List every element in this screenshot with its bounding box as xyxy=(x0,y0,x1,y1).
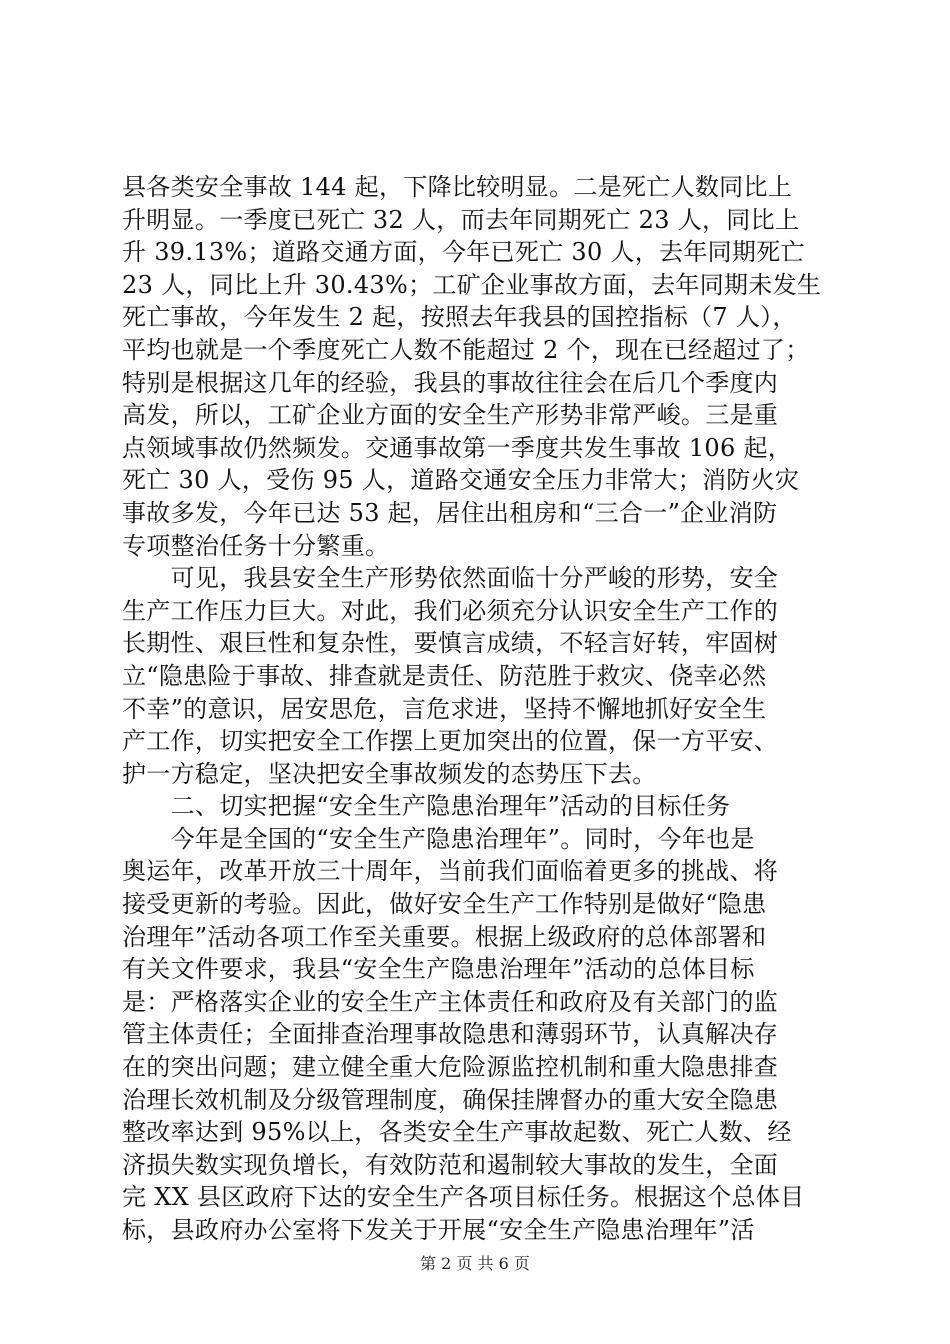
text-line: 点领域事故仍然频发。交通事故第一季度共发生事故 106 起， xyxy=(122,433,793,462)
text-line: 今年是全国的“安全生产隐患治理年”。同时，今年也是 xyxy=(122,824,755,853)
text-line: 高发，所以，工矿企业方面的安全生产形势非常严峻。三是重 xyxy=(122,401,779,430)
text-line: 立“隐患险于事故、排查就是责任、防范胜于救灾、侥幸必然 xyxy=(122,661,767,690)
text-line: 县各类安全事故 144 起，下降比较明显。二是死亡人数同比上 xyxy=(122,173,793,201)
text-line: 在的突出问题；建立健全重大危险源监控机制和重大隐患排查 xyxy=(122,1053,779,1082)
text-line: 产工作，切实把安全工作摆上更加突出的位置，保一方平安、 xyxy=(122,727,779,756)
text-line: 治理长效机制及分级管理制度，确保挂牌督办的重大安全隐患 xyxy=(122,1085,779,1114)
text-line: 是：严格落实企业的安全生产主体责任和政府及有关部门的监 xyxy=(122,987,779,1016)
text-line: 标，县政府办公室将下发关于开展“安全生产隐患治理年”活 xyxy=(122,1216,755,1244)
text-line: 升 39.13%；道路交通方面，今年已死亡 30 人，去年同期死亡 xyxy=(122,238,805,267)
page-footer: 第 2 页 共 6 页 xyxy=(420,1254,530,1273)
text-line: 济损失数实现负增长，有效防范和遏制较大事故的发生，全面 xyxy=(122,1150,779,1179)
text-line: 二、切实把握“安全生产隐患治理年”活动的目标任务 xyxy=(122,792,731,821)
text-line: 整改率达到 95%以上，各类安全生产事故起数、死亡人数、经 xyxy=(122,1118,792,1147)
text-line: 接受更新的考验。因此，做好安全生产工作特别是做好“隐患 xyxy=(122,890,767,919)
text-line: 奥运年，改革开放三十周年，当前我们面临着更多的挑战、将 xyxy=(122,857,779,886)
text-line: 死亡事故，今年发生 2 起，按照去年我县的国控指标（7 人）， xyxy=(122,303,797,332)
text-line: 有关文件要求，我县“安全生产隐患治理年”活动的总体目标 xyxy=(122,955,755,984)
text-line: 生产工作压力巨大。对此，我们必须充分认识安全生产工作的 xyxy=(122,596,779,625)
text-line: 特别是根据这几年的经验，我县的事故往往会在后几个季度内 xyxy=(122,368,779,397)
text-line: 管主体责任；全面排查治理事故隐患和薄弱环节，认真解决存 xyxy=(122,1020,779,1049)
text-line: 不幸”的意识，居安思危，言危求进，坚持不懈地抓好安全生 xyxy=(122,694,767,723)
text-line: 23 人，同比上升 30.43%；工矿企业事故方面，去年同期未发生 xyxy=(122,270,822,299)
text-line: 完 XX 县区政府下达的安全生产各项目标任务。根据这个总体目 xyxy=(122,1183,805,1212)
text-line: 护一方稳定，坚决把安全事故频发的态势压下去。 xyxy=(122,759,657,788)
text-line: 可见，我县安全生产形势依然面临十分严峻的形势，安全 xyxy=(122,564,779,593)
text-line: 专项整治任务十分繁重。 xyxy=(122,531,390,560)
text-line: 升明显。一季度已死亡 32 人，而去年同期死亡 23 人，同比上 xyxy=(122,205,800,234)
text-line: 事故多发，今年已达 53 起，居住出租房和“三合一”企业消防 xyxy=(122,498,778,527)
text-line: 治理年”活动各项工作至关重要。根据上级政府的总体部署和 xyxy=(122,922,767,951)
text-line: 平均也就是一个季度死亡人数不能超过 2 个，现在已经超过了； xyxy=(122,335,810,364)
text-line: 长期性、艰巨性和复杂性，要慎言成绩，不轻言好转，牢固树 xyxy=(122,629,779,658)
document-body xyxy=(122,171,832,1247)
text-line: 死亡 30 人，受伤 95 人，道路交通安全压力非常大；消防火灾 xyxy=(122,466,800,495)
